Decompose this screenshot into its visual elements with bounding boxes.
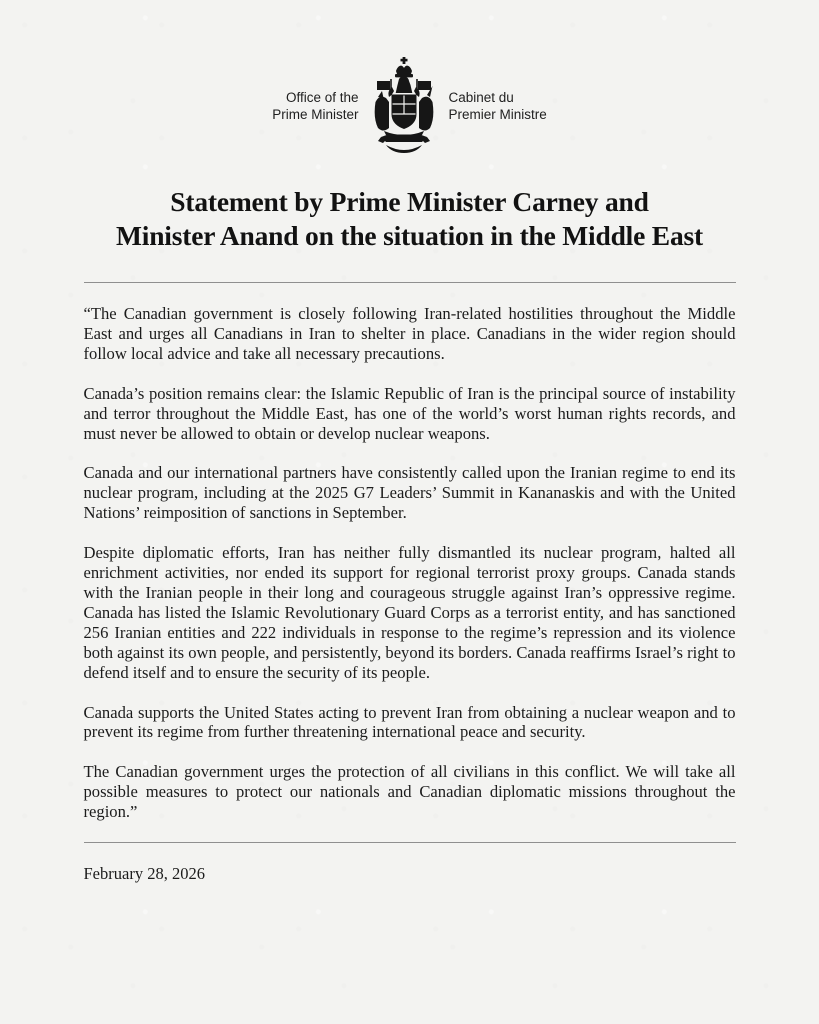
statement-paragraph-5: Canada supports the United States acting to prevent Iran from obtaining a nuclear weapon and to prevent its regime from further threatening international peace and security. bbox=[83, 702, 736, 742]
statement-paragraph-4: Despite diplomatic efforts, Iran has neither fully dismantled its nuclear program, halted all enrichment activities, nor ended its support for regional terrorist proxy groups. Canada stands with the Iranian people in their long and courageous struggle against Iran’s oppressive regime. Canada has listed the Islamic Revolutionary Guard Corps as a terrorist entity, and has sanctioned 256 Iranian entities and 222 individuals in response to the regime’s repression and its violence both against its own people, and persistently, beyond its borders. Canada reaffirms Israel’s right to defend itself and to ensure the security of its people. bbox=[83, 543, 736, 682]
canada-coat-of-arms-logo bbox=[372, 57, 436, 154]
office-name-french-line1: Cabinet du bbox=[448, 89, 514, 105]
page-title-line2: Minister Anand on the situation in the Middle East bbox=[116, 220, 703, 251]
office-name-french bbox=[449, 89, 547, 123]
office-name-english bbox=[272, 89, 358, 123]
statement-paragraph-3: Canada and our international partners have consistently called upon the Iranian regime to end its nuclear program, including at the 2025 G7 Leaders’ Summit in Kananaskis and with the United Nations’ reimposition of sanctions in September. bbox=[83, 463, 736, 523]
page-title-line1: Statement by Prime Minister Carney and bbox=[170, 186, 649, 217]
statement-paragraph-6: The Canadian government urges the protection of all civilians in this conflict. We will take all possible measures to protect our nationals and Canadian diplomatic missions throughout the region.” bbox=[83, 762, 736, 822]
statement-date: February 28, 2026 bbox=[83, 864, 205, 884]
letterhead bbox=[84, 0, 736, 154]
statement-body bbox=[84, 304, 736, 822]
top-divider bbox=[84, 282, 736, 283]
office-name-english-line1: Office of the bbox=[285, 89, 359, 105]
statement-paragraph-2: Canada’s position remains clear: the Islamic Republic of Iran is the principal source of instability and terror throughout the Middle East, has one of the world’s worst human rights records, and must never be allowed to obtain or develop nuclear weapons. bbox=[83, 383, 736, 443]
statement-paragraph-1: “The Canadian government is closely following Iran-related hostilities throughout the Middle East and urges all Canadians in Iran to shelter in place. Canadians in the wider region should follow local advice and take all necessary precautions. bbox=[83, 304, 736, 363]
office-name-french-line2: Premier Ministre bbox=[448, 106, 547, 122]
bottom-divider bbox=[84, 842, 736, 843]
office-name-english-line2: Prime Minister bbox=[272, 106, 359, 122]
page-title bbox=[84, 185, 736, 253]
